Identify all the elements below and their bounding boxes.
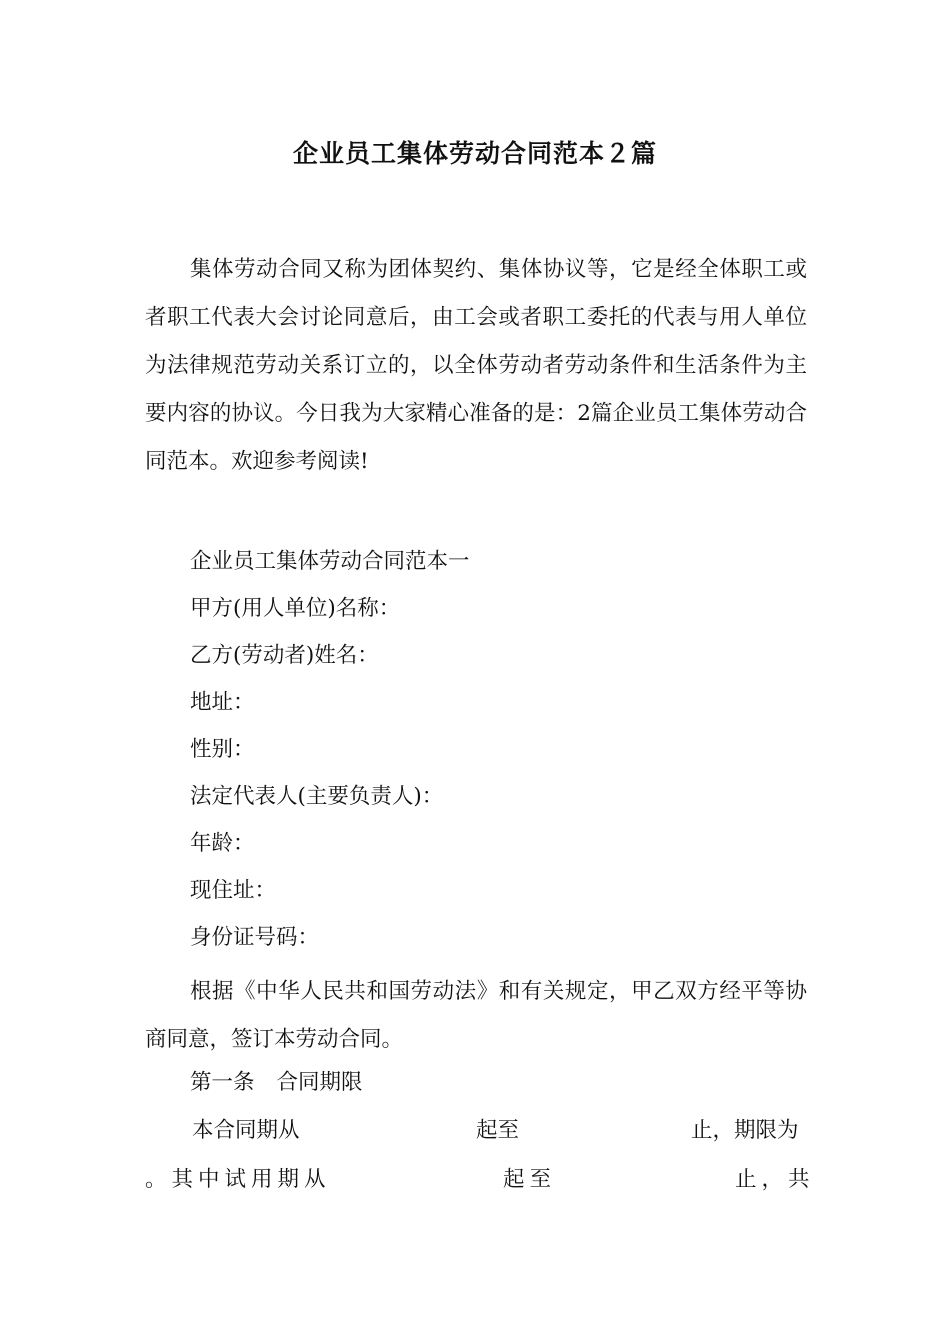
article-number: 第一条 — [190, 1070, 255, 1095]
article-title: 合同期限 — [276, 1070, 363, 1095]
term-line-1-middle: 起至 — [476, 1118, 520, 1143]
term-line-2-start: 。其中试用期从 — [145, 1167, 331, 1192]
term-line-1-end: 止，期限为 — [691, 1118, 799, 1143]
field-employer-name: 甲方(用人单位)名称： — [190, 596, 401, 621]
field-age: 年龄： — [190, 831, 255, 856]
section-heading: 企业员工集体劳动合同范本一 — [190, 549, 470, 574]
document-title: 企业员工集体劳动合同范本２篇 — [292, 139, 657, 168]
article-1-heading — [190, 1068, 363, 1098]
field-id-number: 身份证号码： — [190, 925, 320, 950]
field-legal-representative: 法定代表人(主要负责人)： — [190, 784, 444, 809]
field-gender: 性别： — [190, 737, 255, 762]
intro-paragraph: 集体劳动合同又称为团体契约、集体协议等，它是经全体职工或者职工代表大会讨论同意后，由工会或者职工委托的代表与用人单位为法律规范劳动关系订立的，以全体劳动者劳动条件和生活条件为主要内容的协议。今日我为大家精心准备的是：2篇企业员工集体劳动合同范本。欢迎参考阅读! — [145, 257, 807, 474]
field-address: 地址： — [190, 690, 255, 715]
term-line-2-end: 止，共 — [735, 1167, 815, 1192]
field-employee-name: 乙方(劳动者)姓名： — [190, 643, 379, 668]
preamble-paragraph: 根据《中华人民共和国劳动法》和有关规定，甲乙双方经平等协商同意，签订本劳动合同。 — [145, 979, 807, 1052]
term-line-1-start: 本合同期从 — [192, 1118, 300, 1143]
field-current-address: 现住址： — [190, 878, 277, 903]
term-line-2-middle: 起至 — [503, 1167, 557, 1192]
